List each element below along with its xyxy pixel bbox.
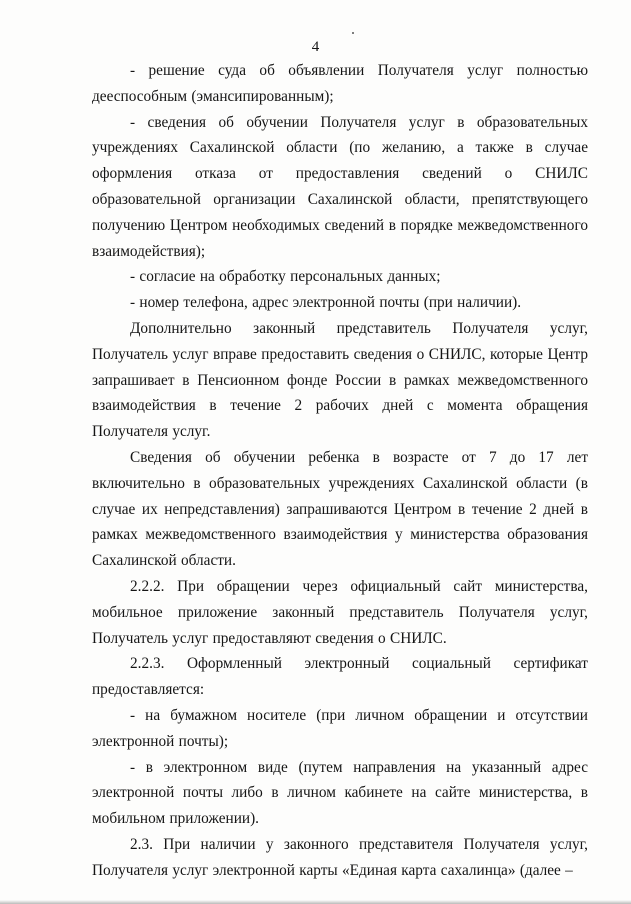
- paragraph-2-2-2: 2.2.2. При обращении через официальный сайт министерства, мобильное приложение законный представитель Получателя услуг, Получатель услуг предоставляют сведения о СНИЛС.: [92, 577, 588, 647]
- scan-speck: [352, 32, 354, 34]
- paragraph-2-3: 2.3. При наличии у законного представителя Получателя услуг, Получателя услуг электронной карты «Единая карта сахалинца» (далее –: [92, 835, 588, 879]
- paragraph-2-2-3: 2.2.3. Оформленный электронный социальный сертификат предоставляется:: [92, 655, 588, 699]
- paragraph-education-info: - сведения об обучении Получателя услуг в образовательных учреждениях Сахалинской области (по желанию, а также в случае оформления отказа от предоставления сведений о СНИЛС образовательной организации Сахалинской области, препятствующего получению Центром необходимых сведений в порядке межведомственного взаимодействия);: [92, 113, 588, 260]
- scan-bottom-edge: [0, 900, 631, 904]
- paragraph-contacts: - номер телефона, адрес электронной почты (при наличии).: [130, 294, 522, 312]
- page-number: 4: [311, 39, 320, 55]
- paragraph-electronic-form: - в электронном виде (путем направления на указанный адрес электронной почты либо в личном кабинете на сайте министерства, в мобильном приложении).: [92, 758, 588, 828]
- paragraph-education-request: Сведения об обучении ребенка в возрасте от 7 до 17 лет включительно в образовательных учреждениях Сахалинской области (в случае их непредставления) запрашиваются Центром в течение 2 дней в рамках межведомственного взаимодействия у министерства образования Сахалинской области.: [92, 448, 588, 570]
- paragraph-consent: - согласие на обработку персональных данных;: [130, 268, 441, 286]
- paragraph-snils-additional: Дополнительно законный представитель Получателя услуг, Получатель услуг вправе предоставить сведения о СНИЛС, которые Центр запрашивает в Пенсионном фонде России в рамках межведомственного взаимодействия в течение 2 рабочих дней с момента обращения Получателя услуг.: [92, 319, 588, 441]
- paragraph-paper-form: - на бумажном носителе (при личном обращении и отсутствии электронной почты);: [92, 706, 588, 750]
- document-body: [92, 58, 588, 884]
- paragraph-court-decision: - решение суда об объявлении Получателя услуг полностью дееспособным (эмансипированным);: [92, 62, 588, 105]
